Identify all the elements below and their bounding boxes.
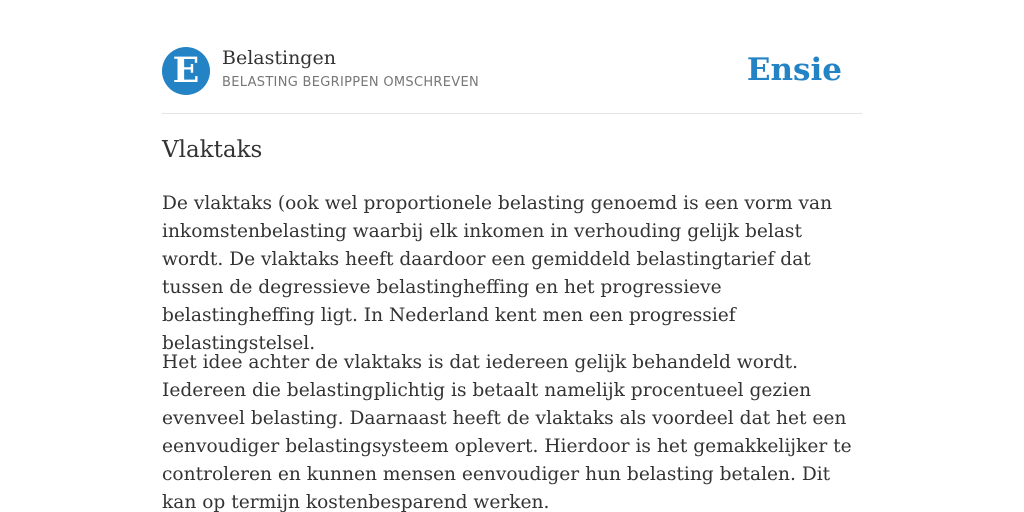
header-divider [162,113,862,114]
site-title[interactable]: Belastingen [222,47,336,69]
site-subtitle: BELASTING BEGRIPPEN OMSCHREVEN [222,75,479,90]
site-header [162,46,862,98]
page [162,0,862,512]
article-paragraph: De vlaktaks (ook wel proportionele belasting genoemd is een vorm van inkomstenbelasting waarbij elk inkomen in verhouding gelijk belast wordt. De vlaktaks heeft daardoor een gemiddeld belastingtarief dat tussen de degressieve belastingheffing en het progressieve belastingheffing ligt. In Nederland kent men een progressief belastingstelsel. [162,193,833,354]
article-title: Vlaktaks [162,137,263,163]
article-paragraph: Het idee achter de vlaktaks is dat iedereen gelijk behandeld wordt. Iedereen die belastingplichtig is betaalt namelijk procentueel gezien evenveel belasting. Daarnaast heeft de vlaktaks als voordeel dat het een eenvoudiger belastingsysteem oplevert. Hierdoor is het gemakkelijker te controleren en kunnen mensen eenvoudiger hun belasting betalen. Dit kan op termijn kostenbesparend werken. [162,352,852,512]
site-logo-icon[interactable]: E [162,47,210,95]
brand-logo[interactable]: Ensie [746,52,842,88]
